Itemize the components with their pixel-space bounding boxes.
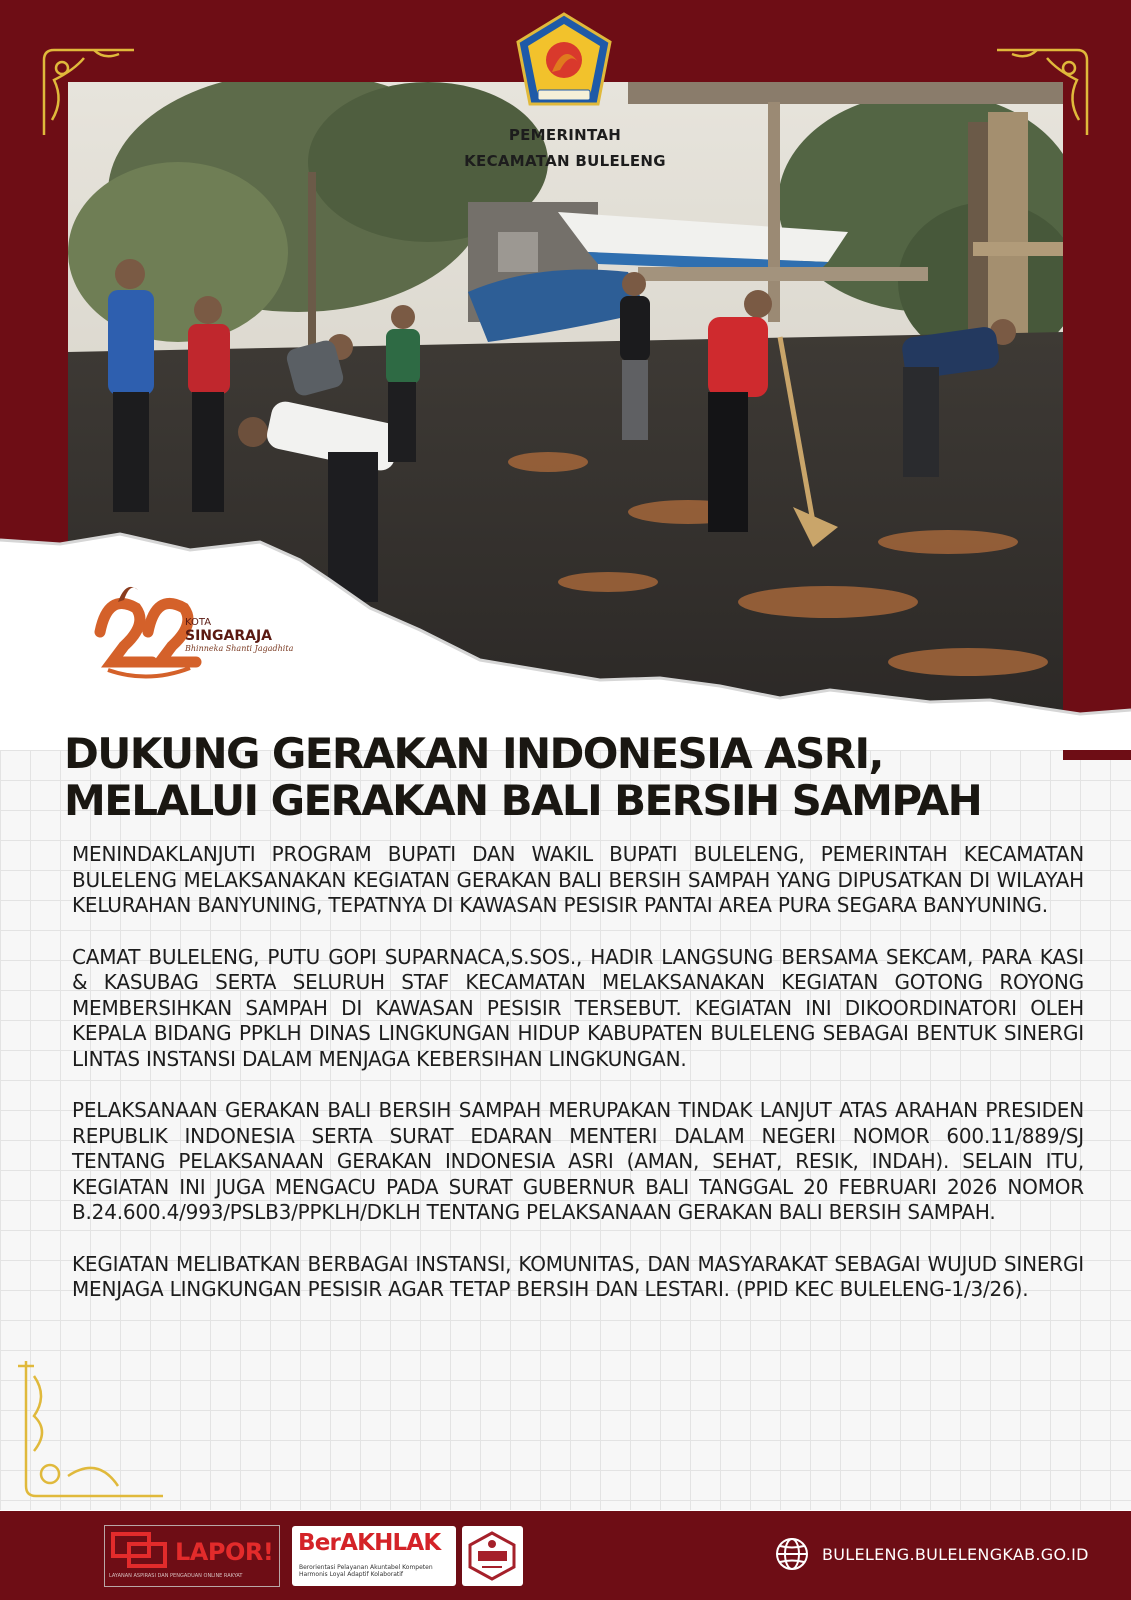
lapor-label: LAPOR! [175,1538,274,1566]
city-logo-motto: Bhinneka Shanti Jagadhita [185,644,294,653]
corner-ornament-bottom-left [8,1356,168,1506]
corner-ornament-top-right [992,40,1097,140]
headline [64,730,1064,824]
lapor-tagline: LAYANAN ASPIRASI DAN PENGADUAN ONLINE RAKYAT [109,1573,243,1579]
globe-icon [775,1537,809,1571]
berakhlak-label: BerAKHLAK [298,1530,441,1556]
website-link[interactable]: BULELENG.BULELENGKAB.GO.ID [822,1545,1089,1564]
berakhlak-tagline: Berorientasi Pelayanan Akuntabel Kompeten Harmonis Loyal Adaptif Kolaboratif [299,1564,433,1578]
gov-title-line1: PEMERINTAH [508,126,622,144]
corner-ornament-top-left [34,40,139,140]
article-body [72,842,1084,1329]
chat-bubbles-icon [111,1532,171,1570]
bangga-melayani-bangsa-badge-icon [468,1531,517,1581]
paragraph: PELAKSANAAN GERAKAN BALI BERSIH SAMPAH MERUPAKAN TINDAK LANJUT ATAS ARAHAN PRESIDEN REPUBLIK INDONESIA SERTA SURAT EDARAN MENTERI DALAM NEGERI NOMOR 600.11/889/SJ TENTANG PELAKSANAAN GERAKAN INDONESIA ASRI (AMAN, SEHAT, RESIK, INDAH). SELAIN ITU, KEGIATAN INI JUGA MENGACU PADA SURAT GUBERNUR BALI TANGGAL 20 FEBRUARI 2026 NOMOR B.24.600.4/993/PSLB3/PPKLH/DKLH TENTANG PELAKSANAAN GERAKAN BALI BERSIH SAMPAH. [72,1098,1084,1224]
berakhlak-logo[interactable] [292,1526,456,1586]
lapor-logo[interactable] [104,1525,280,1587]
paragraph: KEGIATAN MELIBATKAN BERBAGAI INSTANSI, KOMUNITAS, DAN MASYARAKAT SEBAGAI WUJUD SINERGI MENJAGA LINGKUNGAN PESISIR AGAR TETAP BERSIH DAN LESTARI. (PPID KEC BULELENG-1/3/26). [72,1251,1084,1301]
bangga-melayani-badge[interactable] [462,1526,523,1586]
buleleng-regency-crest-icon [514,12,614,120]
paragraph: MENINDAKLANJUTI PROGRAM BUPATI DAN WAKIL BUPATI BULELENG, PEMERINTAH KECAMATAN BULELENG MELAKSANAKAN KEGIATAN GERAKAN BALI BERSIH SAMPAH YANG DIPUSATKAN DI WILAYAH KELURAHAN BANYUNING, TEPATNYA DI KAWASAN PESISIR PANTAI AREA PURA SEGARA BANYUNING. [72,842,1084,917]
headline-line2: MELALUI GERAKAN BALI BERSIH SAMPAH [64,776,982,825]
city-logo-kota: KOTA [185,617,212,628]
paragraph: CAMAT BULELENG, PUTU GOPI SUPARNACA,S.SOS., HADIR LANGSUNG BERSAMA SEKCAM, PARA KASI & KASUBAG SERTA SELURUH STAF KECAMATAN MELAKSANAKAN KEGIATAN GOTONG ROYONG MEMBERSIHKAN SAMPAH DI KAWASAN PESISIR TERSEBUT. KEGIATAN INI DIKOORDINATORI OLEH KEPALA BIDANG PPKLH DINAS LINGKUNGAN HIDUP KABUPATEN BULELENG SEBAGAI BENTUK SINERGI LINTAS INSTANSI DALAM MENJAGA KEBERSIHAN LINGKUNGAN. [72,944,1084,1071]
gov-title-line2: KECAMATAN BULELENG [464,152,666,170]
headline-line1: DUKUNG GERAKAN INDONESIA ASRI, [64,729,883,778]
city-logo-name: SINGARAJA [185,628,272,644]
